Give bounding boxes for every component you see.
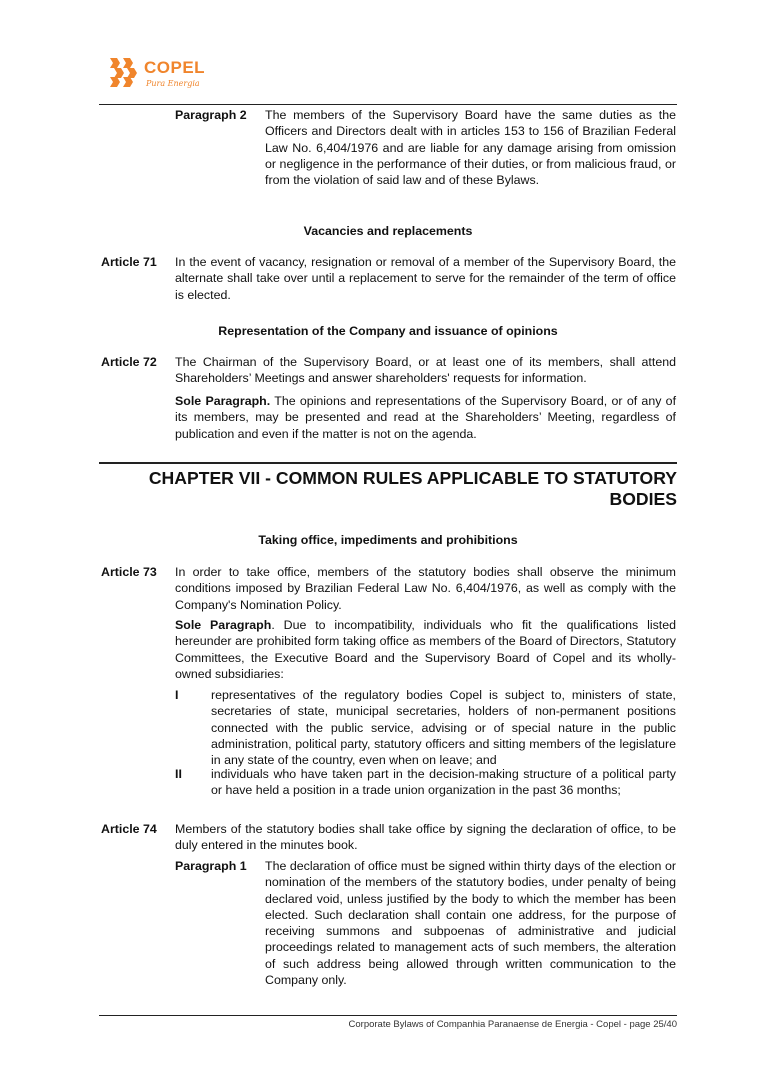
article-73-text: In order to take office, members of the statutory bodies shall observe the minimum conditions imposed by Brazilian Federal Law No. 6,404/1976, as well as comply with the Company's Nomination Policy. bbox=[175, 565, 676, 612]
article-72-sole-paragraph bbox=[175, 393, 676, 442]
article-74-text: Members of the statutory bodies shall take office by signing the declaration of office, to be duly entered in the minutes book. bbox=[175, 822, 676, 853]
item-1-number: I bbox=[175, 688, 179, 702]
chapter-title bbox=[99, 468, 677, 510]
article-73-label: Article 73 bbox=[101, 565, 157, 579]
paragraph-1-label: Paragraph 1 bbox=[175, 859, 247, 873]
section-heading-taking-office: Taking office, impediments and prohibitions bbox=[258, 533, 518, 547]
sole-paragraph-label: Sole Paragraph bbox=[175, 618, 272, 632]
copel-logo bbox=[108, 56, 218, 96]
article-71-text: In the event of vacancy, resignation or removal of a member of the Supervisory Board, the alternate shall take over until a replacement to serve for the remainder of the term of office is elected. bbox=[175, 255, 676, 302]
header-rule bbox=[99, 104, 677, 105]
item-1-text: representatives of the regulatory bodies Copel is subject to, ministers of state, secretaries of state, municipal secretaries, holders of non-permanent positions connected with the public service, advising or of special nature in the public administration, political party, statutory officers and sitting members of the legislature in any state of the country, even when on leave; and bbox=[211, 688, 676, 768]
sole-paragraph-label: Sole Paragraph. bbox=[175, 394, 271, 408]
paragraph-2-label: Paragraph 2 bbox=[175, 108, 247, 122]
paragraph-1-text: The declaration of office must be signed within thirty days of the election or nomination of the members of the statutory bodies, under penalty of being declared void, unless justified by the body to which the member has been elected. Such declaration shall contain one address, for the purpose of receiving summons and subpoenas of administrative and judicial proceedings related to management acts of such members, the alteration of such address being allowed through written communication to the Company only. bbox=[265, 859, 676, 988]
copel-logo-icon bbox=[108, 56, 140, 88]
sole-paragraph-text: The opinions and representations of the Supervisory Board, or of any of its members, may be presented and read at the Shareholders’ Meeting, regardless of publication and even if the matter is not on the agenda. bbox=[175, 394, 677, 441]
article-72-label: Article 72 bbox=[101, 355, 157, 369]
item-2-text: individuals who have taken part in the decision-making structure of a political party or have held a position in a trade union organization in the past 36 months; bbox=[211, 767, 676, 798]
section-heading-vacancies: Vacancies and replacements bbox=[303, 224, 473, 238]
page-footer: Corporate Bylaws of Companhia Paranaense de Energia - Copel - page 25/40 bbox=[348, 1019, 677, 1030]
chapter-title-line-1: CHAPTER VII - COMMON RULES APPLICABLE TO STATUTORY bbox=[148, 468, 677, 488]
item-2-number: II bbox=[175, 767, 182, 781]
paragraph-2-text: The members of the Supervisory Board have the same duties as the Officers and Directors dealt with in articles 153 to 156 of Brazilian Federal Law No. 6,404/1976 and are liable for any damage arising from omission or negligence in the performance of their duties, or from malicious fraud, or from the violation of said law and of these Bylaws. bbox=[265, 108, 676, 188]
article-71-label: Article 71 bbox=[101, 255, 157, 269]
article-73-sole-paragraph bbox=[175, 617, 676, 682]
sole-paragraph-text: . Due to incompatibility, individuals who fit the qualifications listed hereunder are prohibited form taking office as members of the Board of Directors, Statutory Committees, the Executive Board and the Supervisory Board of Copel and its wholly-owned subsidiaries: bbox=[175, 618, 676, 681]
section-heading-representation: Representation of the Company and issuance of opinions bbox=[218, 324, 558, 338]
logo-tagline: Pura Energia bbox=[146, 79, 200, 88]
logo-wordmark: COPEL bbox=[144, 58, 206, 77]
article-74-label: Article 74 bbox=[101, 822, 157, 836]
footer-rule bbox=[99, 1015, 677, 1016]
chapter-rule bbox=[99, 462, 677, 464]
article-72-text: The Chairman of the Supervisory Board, or at least one of its members, shall attend Shareholders’ Meetings and answer shareholders' requests for information. bbox=[175, 355, 676, 386]
chapter-title-line-2: BODIES bbox=[609, 489, 677, 509]
